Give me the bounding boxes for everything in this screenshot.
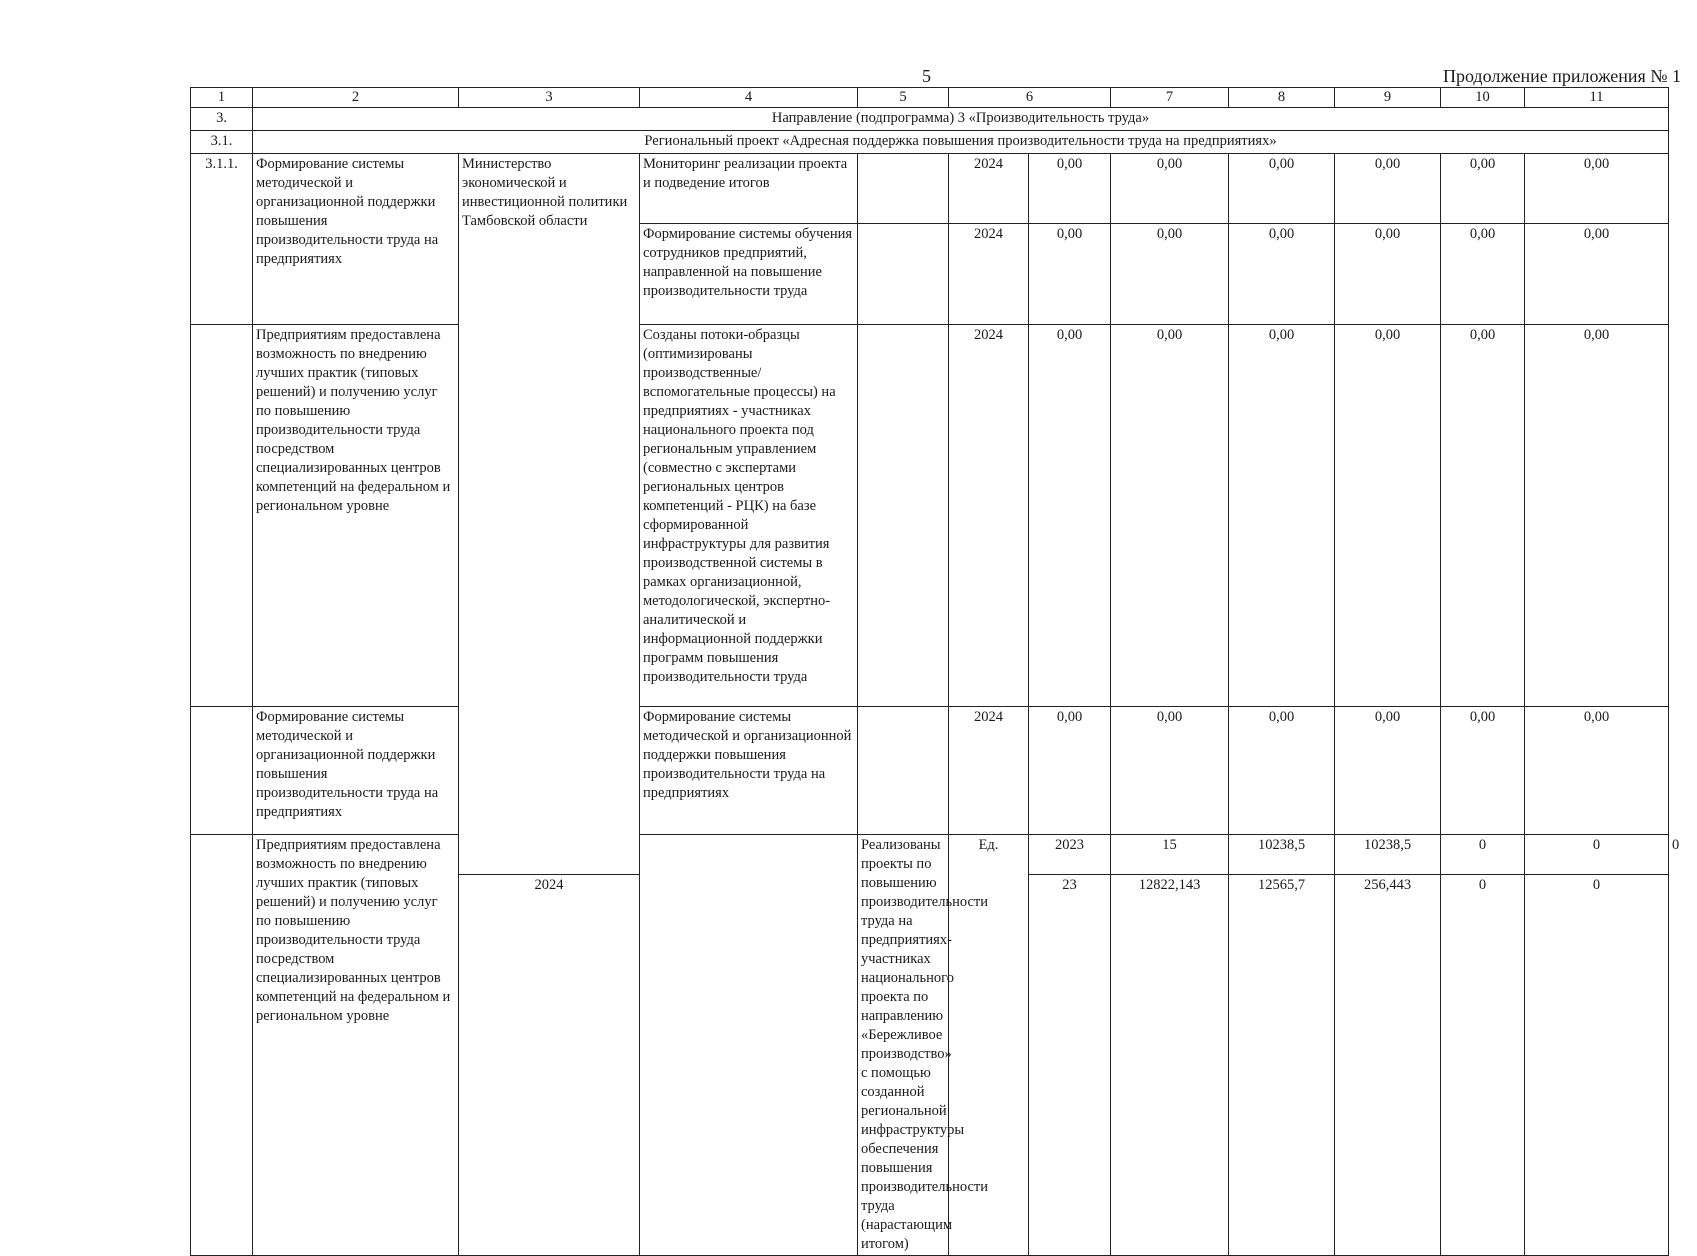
value-cell: 0,00 [1029,325,1111,707]
value-cell: 0,00 [1229,325,1335,707]
value-cell: 0,00 [1111,707,1229,835]
year-cell: 2023 [1029,835,1111,875]
result-cell: Предприятиям предоставлена возможность по внедрению лучших практик (типовых решений) и получению услуг по повышению производительности труда посредством специализированных центров компетенций на федеральном и региональном уровне [253,325,459,707]
responsible-ministry: Министерство экономической и инвестиционной политики Тамбовской области [459,154,640,875]
continuation-label: Продолжение приложения № 1 [1442,66,1681,86]
col-header: 2 [253,88,459,108]
page-number: 5 [922,66,931,86]
value-cell: 0,00 [1441,154,1525,224]
value-cell: 10238,5 [1229,835,1335,875]
activity-cell: Формирование системы методической и организационной поддержки повышения производительности труда на предприятиях [640,707,858,835]
value-cell: 0,00 [1029,154,1111,224]
result-cell: Предприятиям предоставлена возможность по внедрению лучших практик (типовых решений) и получению услуг по повышению производительности труда посредством специализированных центров компетенций на федеральном и региональном уровне [253,835,459,1256]
value-cell: 0,00 [1441,224,1525,325]
year-cell: 2024 [459,874,640,1255]
value-cell: 15 [1111,835,1229,875]
value-cell: 0,00 [1229,154,1335,224]
empty-cell [191,835,253,1256]
empty-cell [191,707,253,835]
unit-cell [858,154,949,224]
value-cell: 12565,7 [1229,874,1335,1255]
table-row [191,325,1669,707]
value-cell: 0,00 [1111,154,1229,224]
task-number: 3.1.1. [191,154,253,325]
empty-cell [191,325,253,707]
value-cell: 0,00 [1335,154,1441,224]
col-header: 9 [1335,88,1441,108]
task-name: Формирование системы методической и организационной поддержки повышения производительности труда на предприятиях [253,154,459,325]
value-cell: 0 [1525,874,1669,1255]
col-header: 10 [1441,88,1525,108]
value-cell: 12822,143 [1111,874,1229,1255]
unit-cell [858,224,949,325]
value-cell: 0,00 [1335,325,1441,707]
col-header: 5 [858,88,949,108]
unit-cell: Ед. [949,835,1029,1256]
section-title: Направление (подпрограмма) 3 «Производительность труда» [253,108,1669,131]
value-cell: 0,00 [1525,224,1669,325]
value-cell: 0,00 [1335,707,1441,835]
value-cell: 0,00 [1029,224,1111,325]
value-cell: 0,00 [1525,325,1669,707]
col-header: 3 [459,88,640,108]
section-number: 3. [191,108,253,131]
table-row [191,154,1669,224]
year-cell: 2024 [949,224,1029,325]
column-number-row [191,88,1669,108]
value-cell: 0,00 [1525,707,1669,835]
value-cell: 0,00 [1441,325,1525,707]
col-header: 7 [1111,88,1229,108]
year-cell: 2024 [949,325,1029,707]
col-header: 8 [1229,88,1335,108]
value-cell: 0,00 [1111,325,1229,707]
section-row [191,108,1669,131]
unit-cell [858,325,949,707]
year-cell: 2024 [949,707,1029,835]
value-cell: 0,00 [1335,224,1441,325]
value-cell: 256,443 [1335,874,1441,1255]
value-cell: 0,00 [1111,224,1229,325]
value-cell: 0 [1525,835,1669,875]
value-cell: 23 [1029,874,1111,1255]
activity-cell: Реализованы проекты по повышению производительности труда на предприятиях-участниках национального проекта по направлению «Бережливое производство» с помощью созданной региональной инфраструктуры обеспечения повышения производительности труда (нарастающим итогом) [858,835,949,1256]
value-cell: 0,00 [1029,707,1111,835]
table-row [191,707,1669,835]
col-header: 6 [949,88,1111,108]
activity-cell: Мониторинг реализации проекта и подведение итогов [640,154,858,224]
value-cell: 0,00 [1525,154,1669,224]
subsection-title: Региональный проект «Адресная поддержка повышения производительности труда на предприятиях» [253,131,1669,154]
activity-cell: Созданы потоки-образцы (оптимизированы производственные/вспомогательные процессы) на предприятиях - участниках национального проекта под региональным управлением (совместно с экспертами региональных центров компетенций - РЦК) на базе сформированной инфраструктуры для развития производственной системы в рамках организационной, методологической, экспертно-аналитической и информационной поддержки программ повышения производительности труда [640,325,858,707]
value-cell: 0,00 [1441,707,1525,835]
col-header: 11 [1525,88,1669,108]
subsection-row [191,131,1669,154]
value-cell: 0 [1441,874,1525,1255]
year-cell: 2024 [949,154,1029,224]
value-cell: 0,00 [1229,224,1335,325]
value-cell: 10238,5 [1335,835,1441,875]
table-row: Предприятиям предоставлена возможность по внедрению лучших практик (типовых решений) и получению услуг по повышению производительности труда посредством специализированных центров компетенций на федеральном и региональном уровне Реализованы проекты по повышению производительности труда на предприятиях-участниках национального проекта по направлению «Бережливое производство» с помощью созданной региональной инфраструктуры обеспечения повышения производительности труда (нарастающим итогом) Ед. 2023 15 10238,5 10238,5 0 0 0 [191,835,1669,875]
value-cell: 0,00 [1229,707,1335,835]
unit-cell [858,707,949,835]
activity-cell: Формирование системы обучения сотрудников предприятий, направленной на повышение производительности труда [640,224,858,325]
value-cell: 0 [1441,835,1525,875]
col-header: 1 [191,88,253,108]
subsection-number: 3.1. [191,131,253,154]
empty-cell [640,835,858,1256]
appendix-table [190,87,1680,1256]
result-cell: Формирование системы методической и организационной поддержки повышения производительности труда на предприятиях [253,707,459,835]
col-header: 4 [640,88,858,108]
